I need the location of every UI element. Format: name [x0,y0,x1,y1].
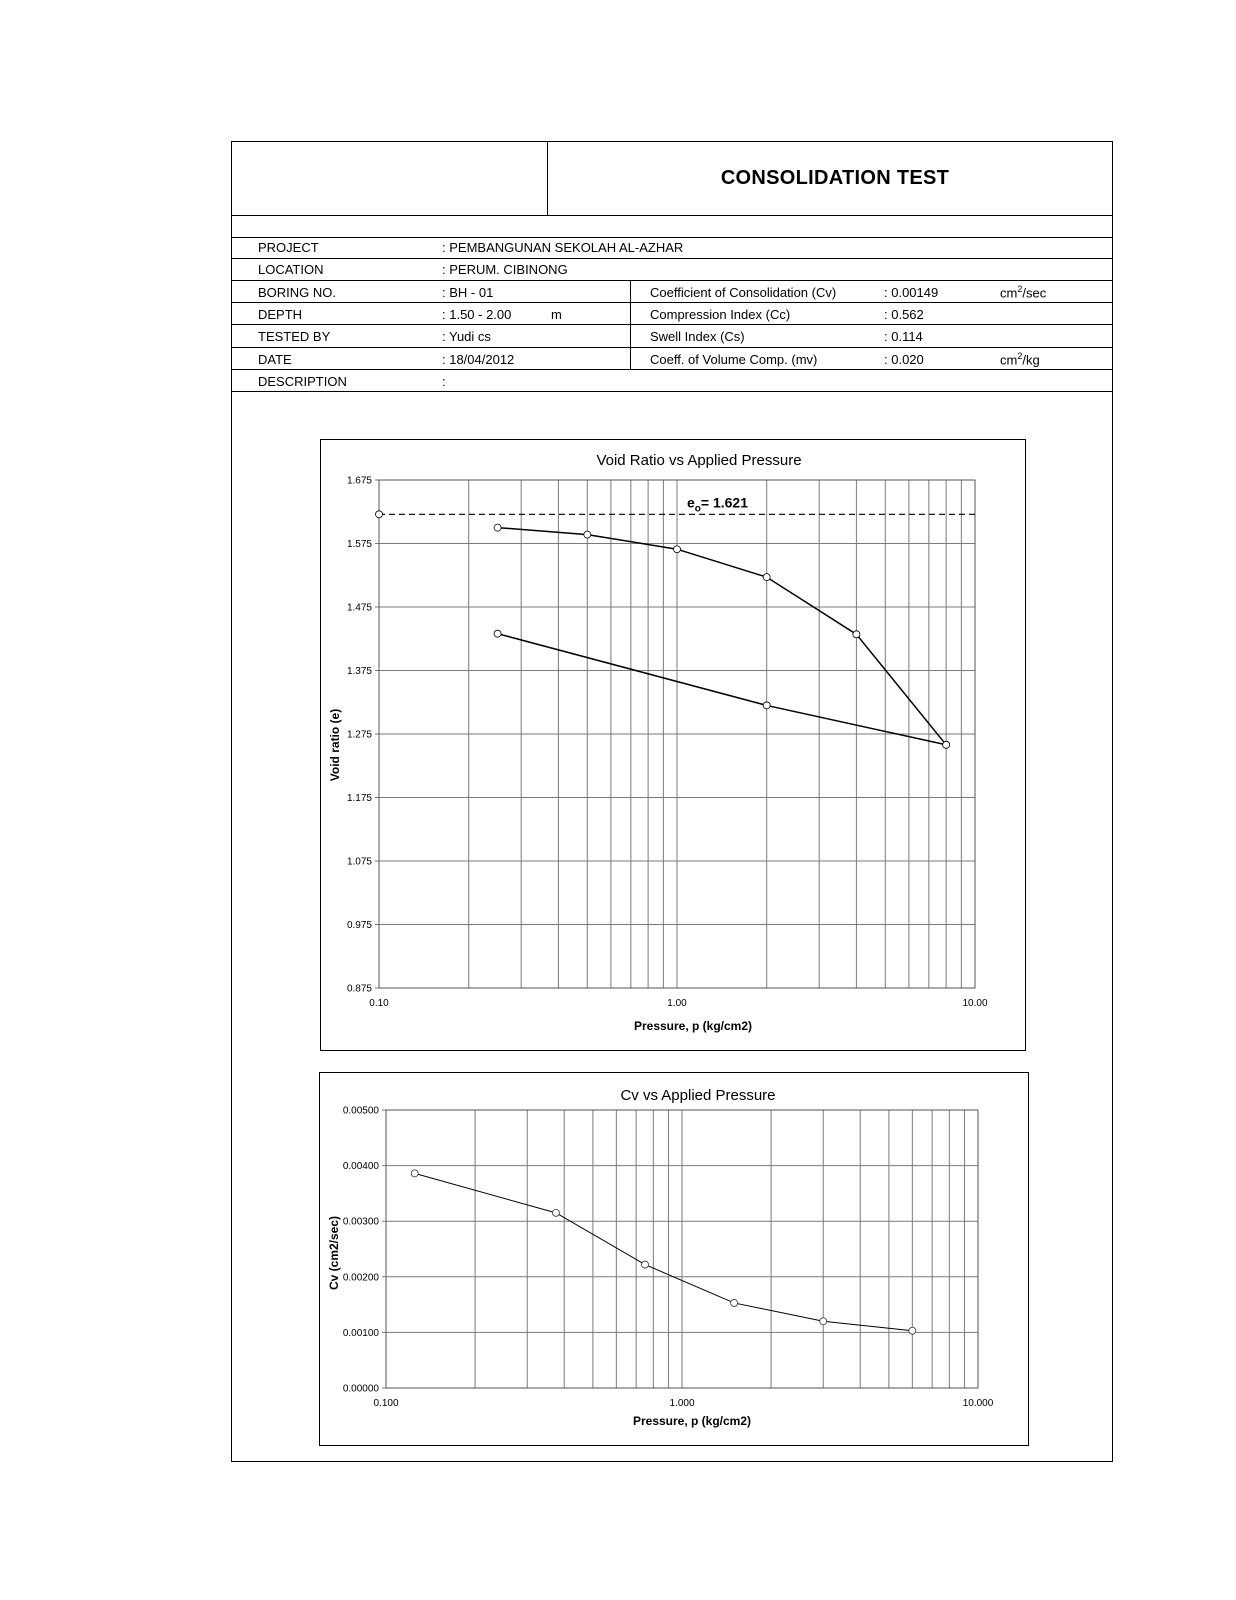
data-point [763,574,770,581]
data-point [674,546,681,553]
y-tick-label: 1.575 [346,539,372,550]
header-divider [547,142,548,215]
tested-value: : Yudi cs [442,329,491,344]
y-axis-label: Void ratio (e) [328,708,342,782]
y-tick-label: 0.00100 [342,1327,379,1339]
table-line [232,369,1112,370]
data-point [943,741,950,748]
series-line-loading [498,528,947,745]
table-line [232,302,1112,303]
x-tick-label: 1.00 [667,998,687,1009]
table-line [232,215,1112,216]
boring-label: BORING NO. [258,285,337,300]
table-line [232,391,1112,392]
x-axis-label: Pressure, p (kg/cm2) [632,1414,752,1428]
table-line [232,237,1112,238]
data-point [909,1327,916,1334]
y-tick-label: 1.175 [346,793,372,804]
description-value: : [442,374,446,389]
report-sheet [231,141,1113,1462]
tested-label: TESTED BY [258,329,331,344]
y-tick-label: 0.00000 [342,1383,379,1395]
x-tick-label: 1.000 [669,1398,695,1409]
x-tick-label: 0.100 [373,1398,399,1409]
y-tick-label: 1.075 [346,856,372,868]
y-axis-label: Cv (cm2/sec) [327,1215,341,1291]
y-tick-label: 0.875 [346,983,372,995]
data-point [853,631,860,638]
description-label: DESCRIPTION [258,374,347,389]
y-tick-label: 0.00400 [342,1161,379,1173]
y-tick-label: 0.00200 [342,1272,379,1284]
table-line [232,280,1112,281]
void-ratio-chart-panel [320,439,1026,1051]
cs-value: : 0.114 [884,329,923,344]
cv-label: Coefficient of Consolidation (Cv) [650,285,837,300]
e0-point [376,511,383,518]
depth-unit: m [551,307,562,322]
project-label: PROJECT [258,240,319,255]
cc-label: Compression Index (Cc) [650,307,791,322]
data-point [494,630,501,637]
project-value: : PEMBANGUNAN SEKOLAH AL-AZHAR [442,240,684,255]
chart-title: Cv vs Applied Pressure [620,1087,776,1104]
plot-grid [382,1110,978,1388]
series-line-Cv [415,1173,913,1330]
table-line [232,347,1112,348]
date-value: : 18/04/2012 [442,352,515,367]
depth-label: DEPTH [258,307,303,322]
cc-value: : 0.562 [884,307,924,322]
data-point [494,524,501,531]
y-tick-label: 1.675 [346,475,372,487]
x-tick-label: 0.10 [369,998,389,1009]
table-line [232,324,1112,325]
series-line-unloading [498,634,947,745]
chart-title: Void Ratio vs Applied Pressure [596,452,802,469]
y-tick-label: 1.275 [346,729,372,741]
page-title: CONSOLIDATION TEST [720,167,950,189]
e0-label: $e_o= 1.621$ [687,494,749,515]
data-point [820,1318,827,1325]
location-label: LOCATION [258,262,324,277]
mv-value: : 0.020 [884,352,924,367]
y-tick-label: 1.475 [346,602,372,614]
x-axis-label: Pressure, p (kg/cm2) [633,1019,753,1033]
date-label: DATE [258,352,292,367]
x-tick-label: 10.000 [962,1398,994,1409]
data-point [763,702,770,709]
data-point [552,1209,559,1216]
cv-chart-panel [319,1072,1029,1446]
location-value: : PERUM. CIBINONG [442,262,568,277]
y-tick-label: 0.975 [346,920,372,931]
y-tick-label: 1.375 [346,666,372,677]
y-tick-label: 0.00300 [342,1216,379,1228]
table-line [232,258,1112,259]
depth-value: : 1.50 - 2.00 [442,307,512,322]
plot-grid [375,480,975,988]
mv-unit: $cm^2/kg$ [1000,351,1040,368]
cs-label: Swell Index (Cs) [650,329,745,344]
cv-value: : 0.00149 [884,285,939,300]
data-point [584,531,591,538]
data-point [411,1170,418,1177]
mv-label: Coeff. of Volume Comp. (mv) [650,352,818,367]
y-tick-label: 0.00500 [342,1105,379,1117]
data-point [642,1261,649,1268]
data-point [731,1299,738,1306]
void-ratio-chart [321,440,1025,1050]
cv-unit: $cm^2/\sec$ [1000,284,1047,301]
x-tick-label: 10.00 [962,998,988,1009]
cv-chart [320,1073,1028,1445]
params-divider [630,280,631,369]
boring-value: : BH - 01 [442,285,494,300]
